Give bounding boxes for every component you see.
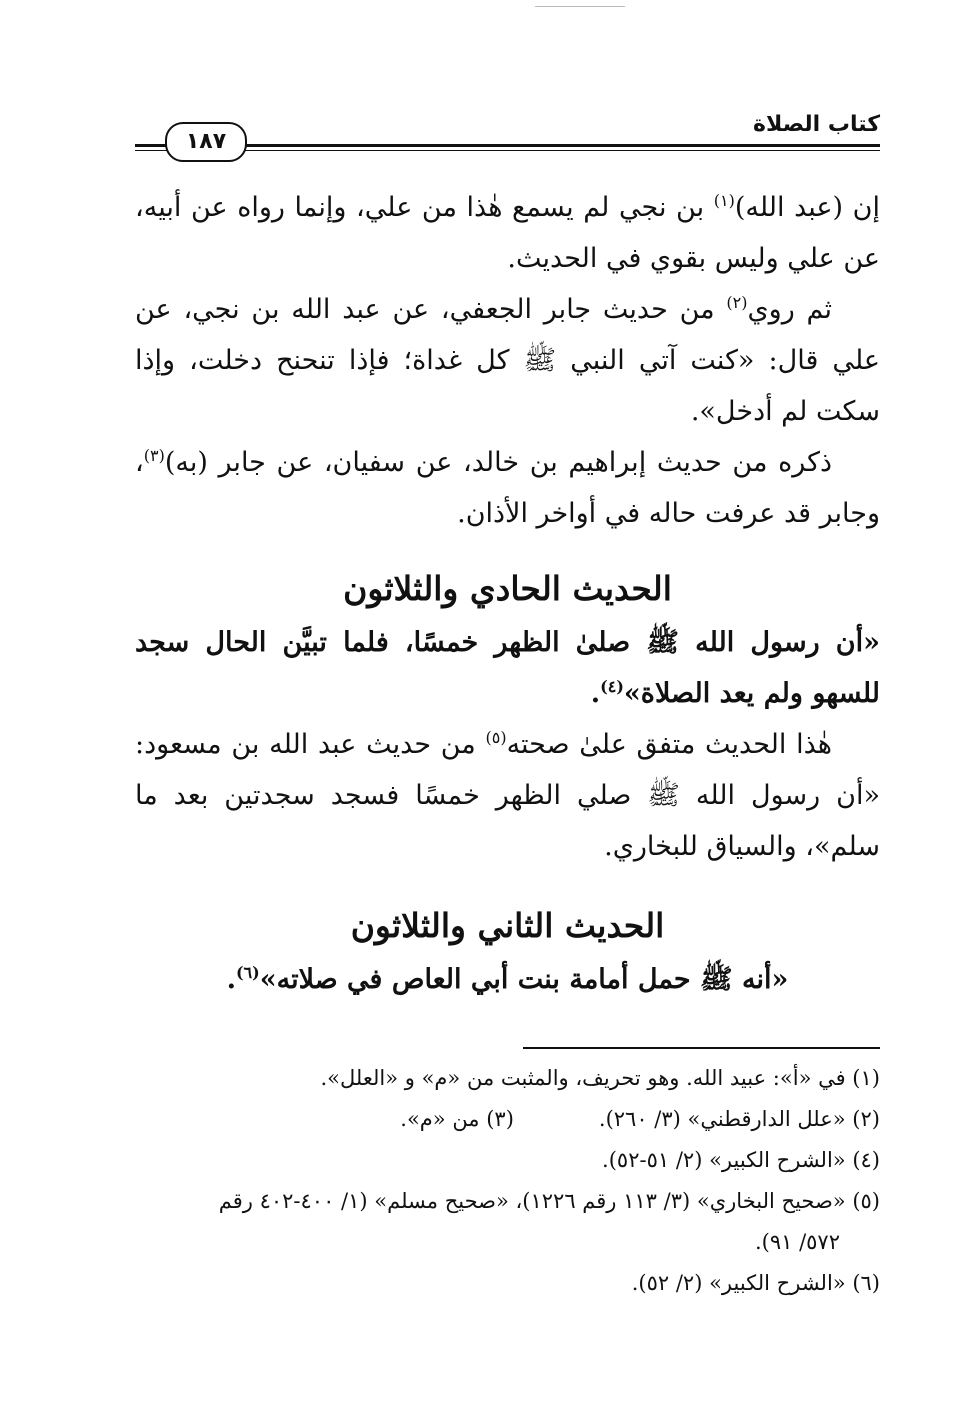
paragraph-1 [135,182,880,284]
paragraph-3-text-b: ، وجابر قد عرفت حاله في أواخر الأذان. [135,447,880,529]
footnote-ref-1: (١) [713,191,735,210]
paragraph-4-text-b: من حديث عبد الله بن مسعود: «أن رسول الله ﷺ صلي الظهر خمسًا فسجد سجدتين بعد ما سلم»، والسياق للبخاري. [135,729,880,862]
hadith-32-quote: «أنه ﷺ حمل أمامة بنت أبي العاص في صلاته» [259,964,789,995]
scan-mark [535,6,625,7]
paragraph-1-text-a: إن (عبد الله) [734,192,880,223]
footnote-ref-3: (٣) [143,446,165,465]
paragraph-4-text-a: هٰذا الحديث متفق علىٰ صحته [506,729,832,760]
footnote-5-line-2: ٥٧٢/ ٩١). [754,1230,840,1254]
footnote-ref-6: (٦) [235,963,260,982]
footnote-6: (٦) «الشرح الكبير» (٢/ ٥٢). [631,1271,880,1295]
hadith-31-end: . [590,678,601,709]
section-heading-31: الحديث الحادي والثلاثون [343,569,672,608]
paragraph-2 [135,284,880,437]
footnote-3: (٣) من «م». [400,1107,514,1131]
footnote-separator [523,1047,880,1049]
footnote-ref-4: (٤) [600,677,624,696]
footnote-5-line-1: (٥) «صحيح البخاري» (٣/ ١١٣ رقم ١٢٢٦)، «صحيح مسلم» (١/ ٤٠٠-٤٠٢ رقم [218,1189,880,1213]
paragraph-1-text-b: بن نجي لم يسمع هٰذا من علي، وإنما رواه عن أبيه، عن علي وليس بقوي في الحديث. [135,192,880,274]
section-heading-32: الحديث الثاني والثلاثون [350,906,665,945]
page-number: ١٨٧ [165,122,247,162]
main-text [135,182,880,1005]
header-rule-thin [135,150,880,151]
footnotes [135,1058,880,1304]
footnote-ref-5: (٥) [485,728,507,747]
book-title: كتاب الصلاة [753,112,880,137]
footnote-1: (١) في «أ»: عبيد الله. وهو تحريف، والمثبت من «م» و «العلل». [320,1066,880,1090]
hadith-32-end: . [226,964,236,995]
footnote-gap [514,1099,599,1140]
paragraph-4 [135,719,880,872]
hadith-31-quote: «أن رسول الله ﷺ صلىٰ الظهر خمسًا، فلما تبيَّن الحال سجد للسهو ولم يعد الصلاة» [135,627,880,709]
paragraph-3-text-a: ذكره من حديث إبراهيم بن خالد، عن سفيان، عن جابر (به) [164,447,832,478]
footnote-ref-2: (٢) [726,293,748,312]
footnote-2: (٢) «علل الدارقطني» (٣/ ٢٦٠). [598,1107,880,1131]
footnote-row-2-3 [135,1099,880,1140]
page-header [135,112,880,162]
paragraph-3 [135,437,880,539]
paragraph-2-text-b: من حديث جابر الجعفي، عن عبد الله بن نجي، عن علي قال: «كنت آتي النبي ﷺ كل غداة؛ فإذا تنحنح دخلت، وإذا سكت لم أدخل». [135,294,880,427]
footnote-4: (٤) «الشرح الكبير» (٢/ ٥١-٥٢). [602,1148,880,1172]
hadith-31-text [135,617,880,719]
hadith-32-text [135,954,880,1005]
paragraph-2-text-a: ثم روي [747,294,833,325]
